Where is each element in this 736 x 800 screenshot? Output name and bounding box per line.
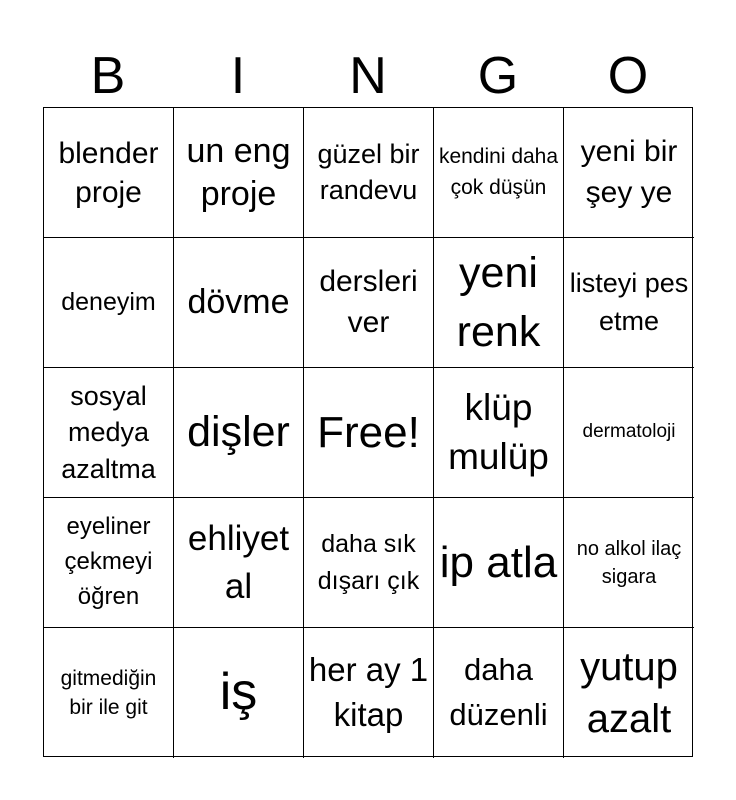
bingo-cell-r2c5[interactable] xyxy=(564,238,694,368)
bingo-cell-text: sosyal medya azaltma xyxy=(61,380,156,484)
bingo-header xyxy=(43,44,693,108)
bingo-cell-r4c4[interactable] xyxy=(434,498,564,628)
bingo-cell-r5c1[interactable] xyxy=(44,628,174,758)
bingo-cell-text: deneyim xyxy=(61,288,156,317)
bingo-cell-text: dermatoloji xyxy=(582,421,676,443)
header-letter-o: O xyxy=(607,47,649,105)
bingo-cell-r5c5[interactable] xyxy=(564,628,694,758)
bingo-cell-r1c4[interactable] xyxy=(434,108,564,238)
bingo-cell-text: kendini daha çok düşün xyxy=(438,145,559,199)
bingo-cell-r2c3[interactable] xyxy=(304,238,434,368)
header-letter-n: N xyxy=(349,47,387,105)
bingo-cell-text: dersleri ver xyxy=(319,265,418,339)
bingo-cell-text: dövme xyxy=(187,283,290,322)
bingo-cell-r3c4[interactable] xyxy=(434,368,564,498)
bingo-cell-r5c2[interactable] xyxy=(174,628,304,758)
bingo-cell-r1c3[interactable] xyxy=(304,108,434,238)
bingo-cell-text: yeni bir şey ye xyxy=(580,135,678,209)
bingo-cell-text: daha sık dışarı çık xyxy=(317,530,420,595)
bingo-cell-text: yeni renk xyxy=(456,249,541,356)
bingo-cell-r4c5[interactable] xyxy=(564,498,694,628)
bingo-cell-r4c3[interactable] xyxy=(304,498,434,628)
bingo-board xyxy=(43,107,693,757)
bingo-cell-text: ehliyet al xyxy=(187,519,290,606)
bingo-cell-text: ip atla xyxy=(439,537,558,587)
bingo-cell-text: daha düzenli xyxy=(449,652,548,732)
bingo-cell-r3c1[interactable] xyxy=(44,368,174,498)
bingo-cell-text: Free! xyxy=(317,407,420,457)
bingo-cell-r5c4[interactable] xyxy=(434,628,564,758)
bingo-cell-r3c5[interactable] xyxy=(564,368,694,498)
bingo-cell-r1c1[interactable] xyxy=(44,108,174,238)
bingo-cell-text: her ay 1 kitap xyxy=(308,651,429,733)
bingo-cell-r1c5[interactable] xyxy=(564,108,694,238)
header-letter-i: I xyxy=(230,47,246,105)
bingo-cell-text: blender proje xyxy=(58,136,159,209)
bingo-cell-r5c3[interactable] xyxy=(304,628,434,758)
bingo-cell-r2c4[interactable] xyxy=(434,238,564,368)
bingo-cell-r1c2[interactable] xyxy=(174,108,304,238)
bingo-cell-text: gitmediğin bir ile git xyxy=(60,666,157,719)
bingo-cell-r4c1[interactable] xyxy=(44,498,174,628)
bingo-cell-r2c1[interactable] xyxy=(44,238,174,368)
bingo-cell-text: un eng proje xyxy=(186,132,291,213)
bingo-cell-text: dişler xyxy=(187,407,290,456)
bingo-cell-text: klüp mulüp xyxy=(448,387,549,477)
bingo-cell-r4c2[interactable] xyxy=(174,498,304,628)
bingo-cell-text: iş xyxy=(219,663,258,722)
header-letter-g: G xyxy=(477,47,519,105)
bingo-cell-text: güzel bir randevu xyxy=(317,139,420,205)
bingo-cell-r3c2[interactable] xyxy=(174,368,304,498)
bingo-cell-text: eyeliner çekmeyi öğren xyxy=(64,513,153,610)
bingo-cell-r2c2[interactable] xyxy=(174,238,304,368)
free-space-cell[interactable] xyxy=(304,368,434,498)
header-letter-b: B xyxy=(90,47,126,105)
bingo-cell-text: listeyi pes etme xyxy=(569,267,689,336)
bingo-cell-text: no alkol ilaç sigara xyxy=(576,537,682,588)
bingo-cell-text: yutup azalt xyxy=(580,645,678,741)
